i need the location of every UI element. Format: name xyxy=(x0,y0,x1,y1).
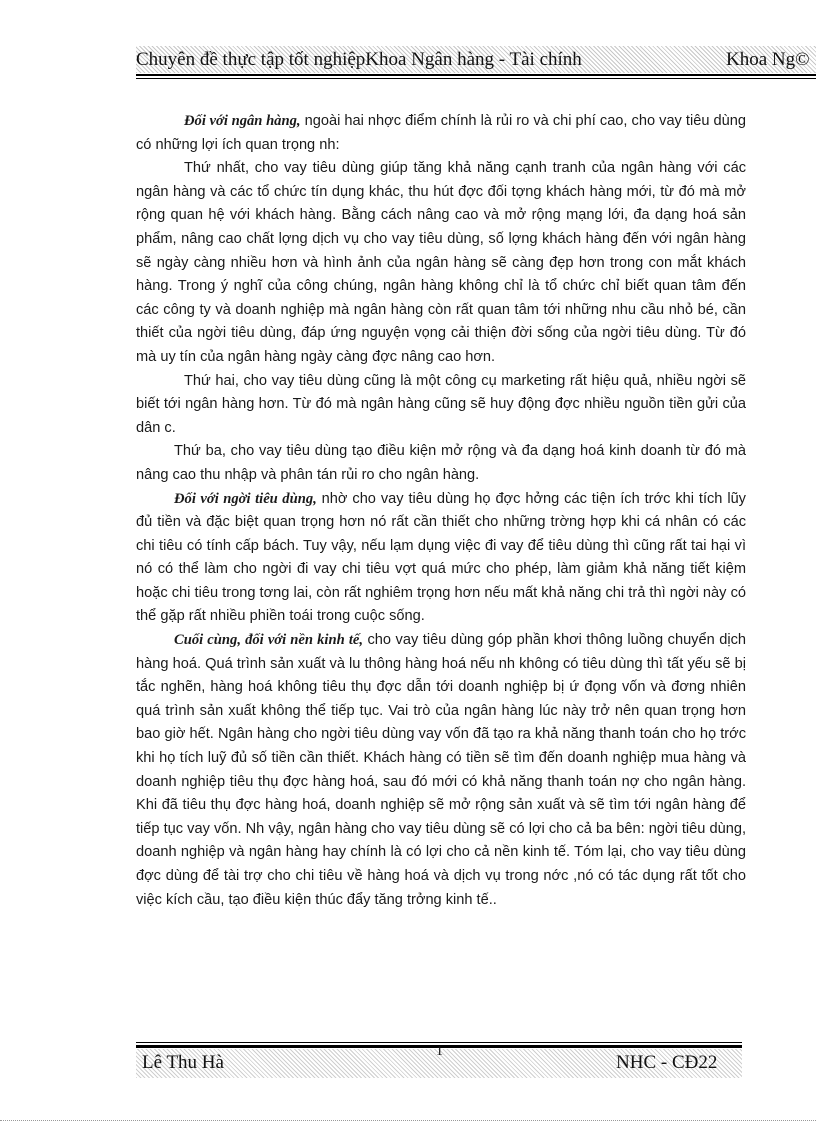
paragraph-lead: Đối với ngân hàng, xyxy=(184,113,301,129)
paragraph-text: cho vay tiêu dùng góp phần khơi thông luồng chuyển dịch hàng hoá. Quá trình sản xuất và lu thông hàng hoá nếu nh không có tiêu dùng thì tất yếu sẽ bị tắc nghẽn, hàng hoá không tiêu thụ đợc dẫn tới doanh nghiệp bị ứ đọng vốn và đơng nhiên quá trình sản xuất không thể tiếp tục. Vai trò của ngân hàng lúc này trở nên quan trọng hơn bao giờ hết. Ngân hàng cho ngời tiêu dùng vay vốn đã tạo ra khả năng thanh toán cho họ trớc khi họ tích luỹ đủ số tiền cần thiết. Khách hàng có tiền sẽ tìm đến doanh nghiệp mua hàng và doanh nghiệp tiêu thụ đợc hàng hoá, sau đó mới có khả năng thanh toán nợ cho ngân hàng. Khi đã tiêu thụ đợc hàng hoá, doanh nghiệp sẽ mở rộng sản xuất và sẽ tìm tới ngân hàng để tiếp tục vay vốn. Nh vậy, ngân hàng cho vay tiêu dùng sẽ có lợi cho cả ba bên: ngời tiêu dùng, doanh nghiệp và ngân hàng hay chính là có lợi cho cả nền kinh tế. Tóm lại, cho vay tiêu dùng đợc dùng để tài trợ cho chi tiêu về hàng hoá và dịch vụ trong nớc ,nó có tác dụng rất tốt cho việc kích cầu, tạo điều kiện thúc đẩy tăng trởng kinh tế.. xyxy=(136,632,746,908)
paragraph xyxy=(136,370,746,441)
paragraph-text: Thứ nhất, cho vay tiêu dùng giúp tăng khả năng cạnh tranh của ngân hàng với các ngân hàng và các tổ chức tín dụng khác, thu hút đợc đối tợng khách hàng mới, từ đó mà mở rộng quan hệ với khách hàng. Bằng cách nâng cao và mở rộng mạng lới, đa dạng hoá sản phẩm, nâng cao chất lợng dịch vụ cho vay tiêu dùng, số lợng khách hàng đến với ngân hàng sẽ ngày càng nhiều hơn và hình ảnh của ngân hàng sẽ càng đẹp hơn trong con mắt khách hàng. Trong ý nghĩ của công chúng, ngân hàng không chỉ là tổ chức chỉ biết quan tâm đến các công ty và doanh nghiệp mà ngân hàng còn rất quan tâm tới những nhu cầu nhỏ bé, cần thiết của ngời tiêu dùng, đáp ứng nguyện vọng cải thiện đời sống của ngời tiêu dùng. Từ đó mà uy tín của ngân hàng ngày càng đợc nâng cao hơn. xyxy=(136,160,746,365)
paragraph-text: ngoài hai nhợc điểm chính là rủi ro và chi phí cao, cho vay tiêu dùng có những lợi ích quan trọng nh: xyxy=(136,113,746,153)
paragraph xyxy=(136,110,746,157)
footer-author: Lê Thu Hà xyxy=(142,1052,224,1073)
paragraph-text: Thứ hai, cho vay tiêu dùng cũng là một công cụ marketing rất hiệu quả, nhiều ngời sẽ biết tới ngân hàng hơn. Từ đó mà ngân hàng cũng sẽ huy động đợc nhiều nguồn tiền gửi của dân c. xyxy=(136,372,746,436)
footer-class: NHC - CĐ22 xyxy=(616,1052,718,1073)
paragraph-text: Thứ ba, cho vay tiêu dùng tạo điều kiện mở rộng và đa dạng hoá kinh doanh từ đó mà nâng cao thu nhập và phân tán rủi ro cho ngân hàng. xyxy=(136,443,746,483)
paragraph xyxy=(136,488,746,630)
footer-rule-thin xyxy=(136,1042,742,1043)
header-rule xyxy=(136,74,816,76)
header-title: Chuyên đề thực tập tốt nghiệpKhoa Ngân hàng - Tài chính xyxy=(136,49,582,70)
paragraph xyxy=(136,440,746,487)
page-edge-dotted-line xyxy=(0,1120,816,1121)
document-body xyxy=(136,110,746,912)
paragraph xyxy=(136,157,746,369)
paragraph xyxy=(136,629,746,912)
paragraph-text: nhờ cho vay tiêu dùng họ đợc hởng các tiện ích trớc khi tích lũy đủ tiền và đặc biệt quan trọng hơn nó rất cần thiết cho những trờng hợp khi cá nhân có các chi tiêu có tính cấp bách. Tuy vậy, nếu lạm dụng việc đi vay để tiêu dùng thì cũng rất tai hại vì nó có thể làm cho ngời đi vay chi tiêu vợt quá mức cho phép, làm giảm khả năng tiết kiệm hoặc chi tiêu trong tơng lai, còn rất nghiêm trọng hơn nếu mất khả năng chi trả thì ngời này có thể gặp rất nhiều phiền toái trong cuộc sống. xyxy=(136,490,746,625)
header-department: Khoa Ng© xyxy=(726,49,810,70)
paragraph-lead: Cuối cùng, đối với nền kinh tế, xyxy=(174,632,363,649)
paragraph-lead: Đối với ngời tiêu dùng, xyxy=(174,490,317,507)
page-number: 1 xyxy=(436,1044,443,1059)
header-rule-thin xyxy=(136,78,816,79)
